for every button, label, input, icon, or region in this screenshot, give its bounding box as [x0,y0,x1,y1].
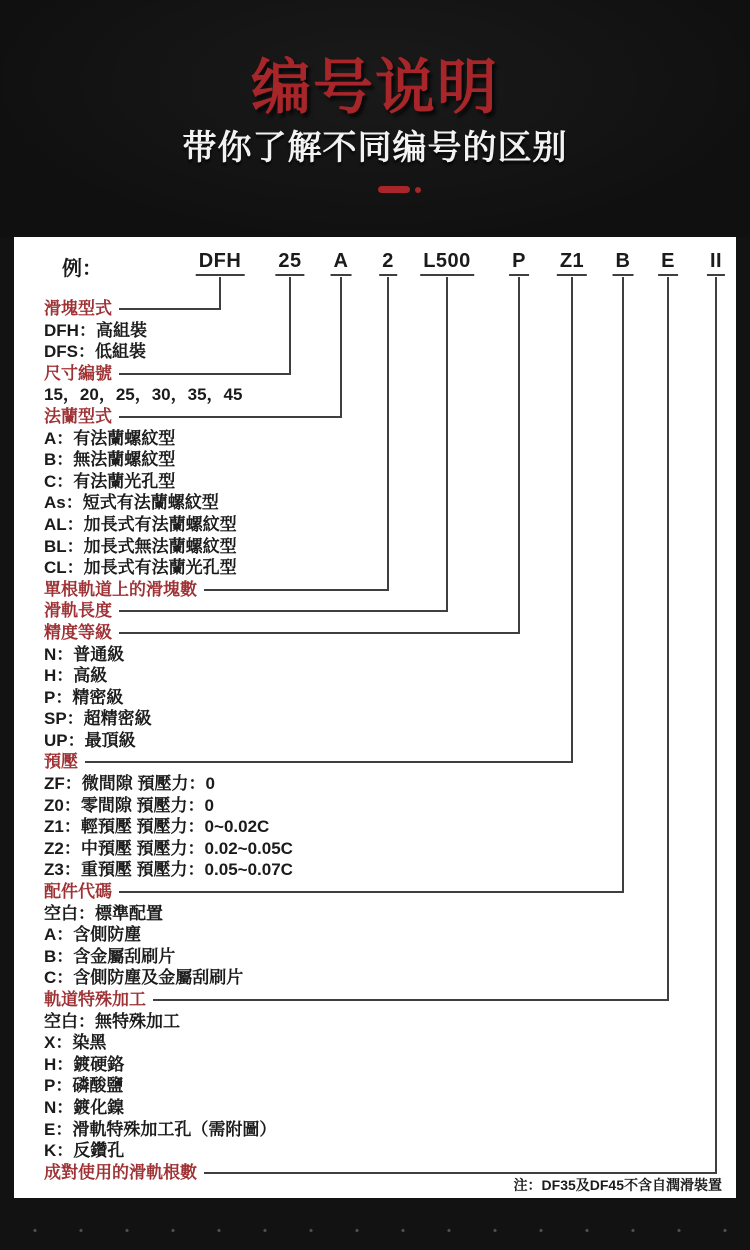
connector-hline [204,1172,717,1174]
item-line: B：無法蘭螺紋型 [44,450,176,470]
item-line: N：普通級 [44,644,125,664]
item-line: Z2：中預壓 預壓力：0.02~0.05C [44,838,293,858]
item-line: 空白：無特殊加工 [44,1011,180,1031]
connector-vline [340,277,342,418]
connector-hline [153,999,669,1001]
item-line: 15，20，25，30，35，45 [44,385,243,405]
section-label: 配件代碼 [44,882,112,902]
connector-hline [119,891,624,893]
code-part-dfh: DFH [196,250,245,276]
item-line: A：有法蘭螺紋型 [44,428,176,448]
connector-vline [289,277,291,375]
section-label: 單根軌道上的滑塊數 [44,579,197,599]
item-line: B：含金屬刮刷片 [44,946,176,966]
page-subtitle: 带你了解不同编号的区别 [182,129,568,167]
section-label: 尺寸編號 [44,363,112,383]
section-label: 預壓 [44,752,78,772]
connector-vline [446,277,448,612]
connector-vline [715,277,717,1174]
item-line: ZF：微間隙 預壓力：0 [44,774,215,794]
item-line: X：染黑 [44,1033,107,1053]
connector-vline [518,277,520,634]
connector-vline [571,277,573,763]
connector-vline [219,277,221,310]
item-line: UP：最頂級 [44,730,136,750]
connector-vline [667,277,669,1001]
code-part-ii: II [707,250,725,276]
accent-dash [378,186,410,193]
code-part-b: B [613,250,634,276]
code-part-25: 25 [275,250,304,276]
code-part-z1: Z1 [557,250,587,276]
connector-hline [204,589,389,591]
item-line: CL：加長式有法蘭光孔型 [44,558,237,578]
code-part-p: P [509,250,529,276]
item-line: H：鍍硬鉻 [44,1054,125,1074]
section-label: 成對使用的滑軌根數 [44,1162,197,1182]
connector-hline [119,416,342,418]
section-label: 滑軌長度 [44,601,112,621]
section-label: 精度等級 [44,622,112,642]
item-line: P：精密級 [44,687,124,707]
item-line: DFH：高組裝 [44,320,147,340]
footnote: 注：DF35及DF45不含自潤滑裝置 [513,1177,722,1193]
section-label: 法蘭型式 [44,406,112,426]
example-prefix: 例： [62,258,102,280]
code-part-l500: L500 [420,250,474,276]
item-line: SP：超精密級 [44,709,152,729]
connector-hline [119,373,291,375]
code-part-e: E [658,250,678,276]
item-line: E：滑軌特殊加工孔（需附圖） [44,1119,277,1139]
page-title: 编号说明 [251,54,499,121]
item-line: Z1：輕預壓 預壓力：0~0.02C [44,817,270,837]
item-line: Z0：零間隙 預壓力：0 [44,795,215,815]
connector-hline [119,610,448,612]
connector-hline [119,632,520,634]
item-line: C：含側防塵及金屬刮刷片 [44,968,244,988]
item-line: AL：加長式有法蘭螺紋型 [44,514,237,534]
accent-dot [415,187,421,193]
connector-hline [85,761,573,763]
item-line: DFS：低組裝 [44,342,146,362]
item-line: 空白：標準配置 [44,903,163,923]
connector-vline [622,277,624,893]
connector-hline [119,308,221,310]
item-line: C：有法蘭光孔型 [44,471,176,491]
header-banner [0,0,750,237]
item-line: N：鍍化鎳 [44,1097,125,1117]
item-line: K：反鑽孔 [44,1141,125,1161]
item-line: P：磷酸鹽 [44,1076,124,1096]
code-part-2: 2 [379,250,397,276]
code-legend-panel [14,237,736,1198]
section-label: 軌道特殊加工 [44,990,146,1009]
connector-vline [387,277,389,591]
item-line: BL：加長式無法蘭螺紋型 [44,536,237,556]
item-line: Z3：重預壓 預壓力：0.05~0.07C [44,860,293,880]
item-line: As：短式有法蘭螺紋型 [44,493,219,513]
section-label: 滑塊型式 [44,299,112,318]
code-part-a: A [331,250,352,276]
item-line: A：含側防塵 [44,925,142,945]
item-line: H：高級 [44,666,108,686]
